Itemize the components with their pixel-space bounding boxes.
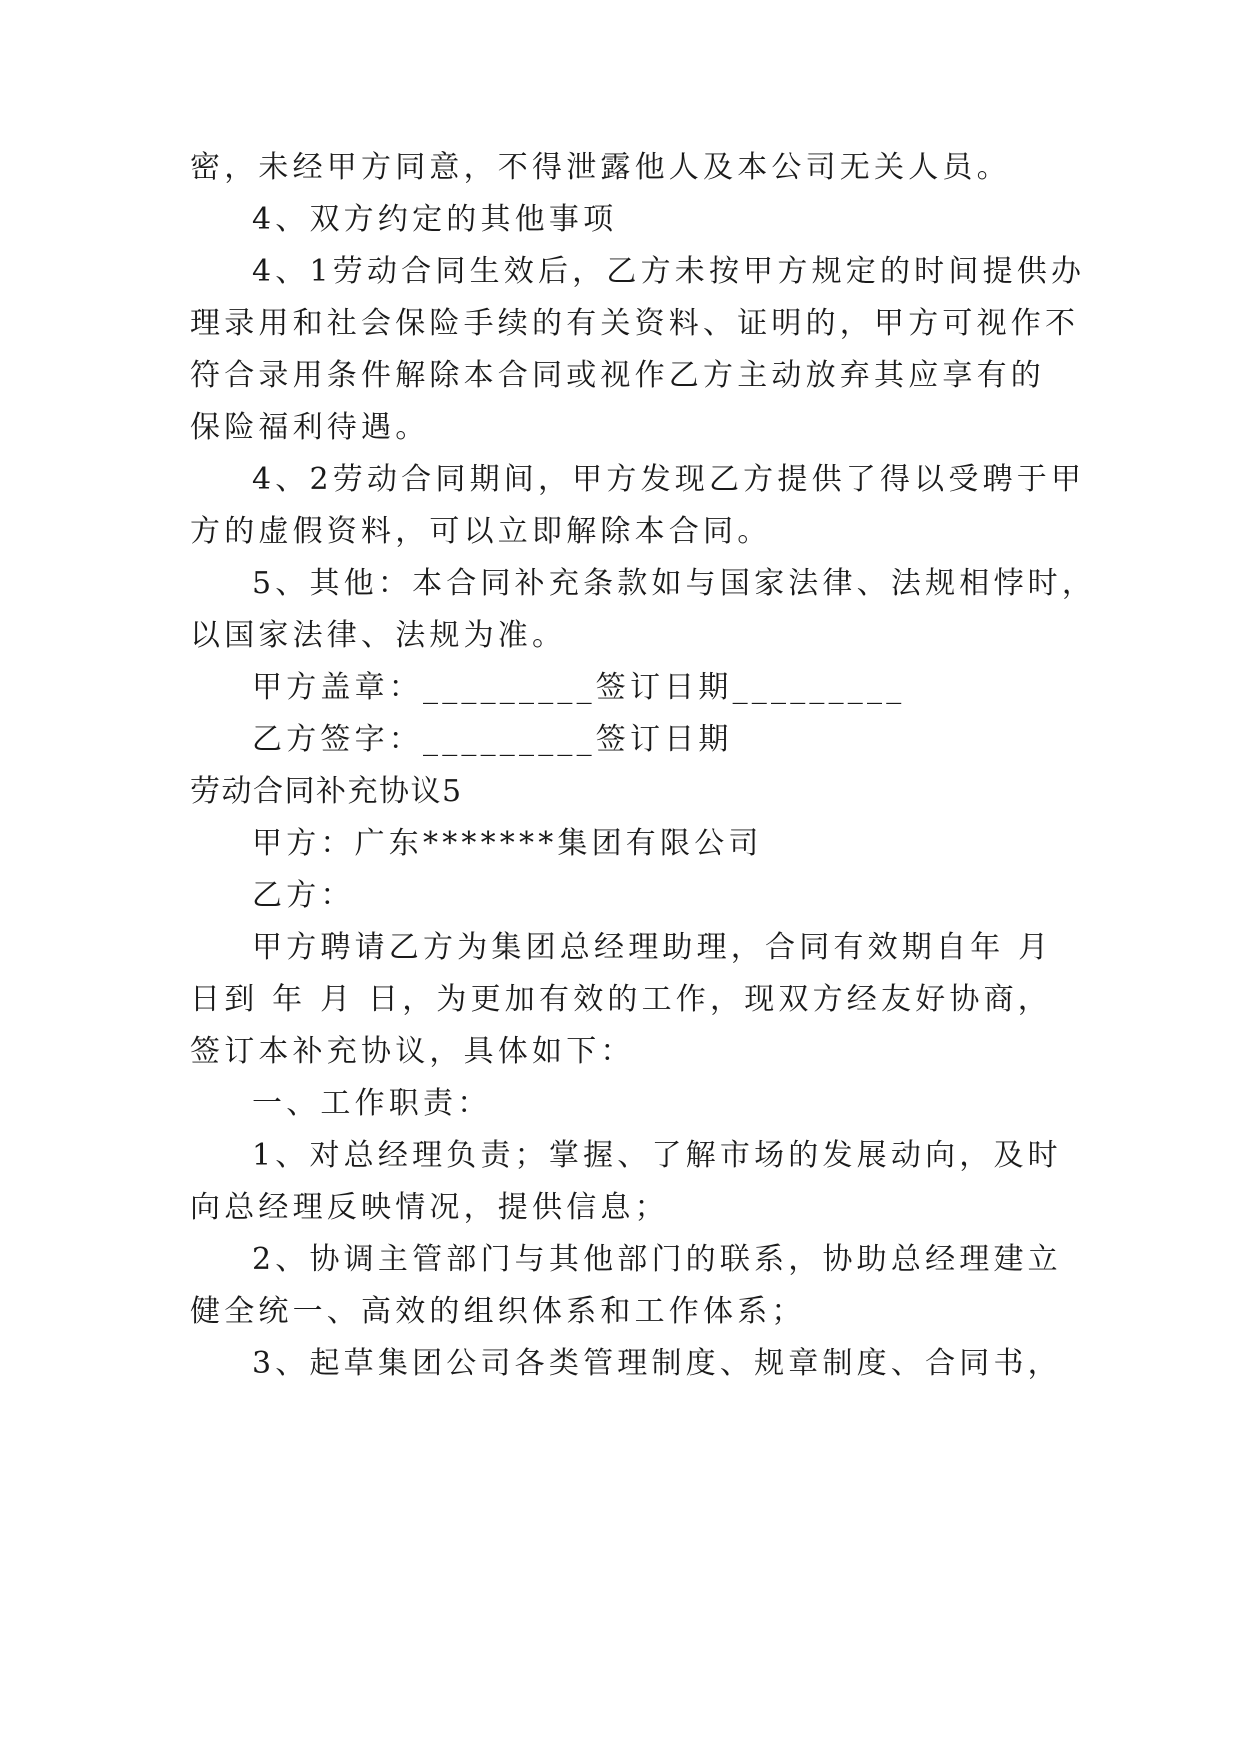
text-line: 以国家法律、法规为准。 [190,618,567,653]
section-heading: 4、双方约定的其他事项 [252,202,618,237]
text-line: 4、1劳动合同生效后，乙方未按甲方规定的时间提供办 [252,254,1086,289]
text-line: 签订本补充协议，具体如下： [190,1034,635,1069]
text-line: 1、对总经理负责；掌握、了解市场的发展动向，及时 [252,1138,1062,1173]
text-line: 3、起草集团公司各类管理制度、规章制度、合同书， [252,1346,1062,1381]
text-line: 向总经理反映情况，提供信息； [190,1190,669,1225]
text-line: 密，未经甲方同意，不得泄露他人及本公司无关人员。 [190,150,1011,185]
text-line: 日到 年 月 日，为更加有效的工作，现双方经友好协商， [190,982,1053,1017]
text-line: 保险福利待遇。 [190,410,430,445]
text-line: 2、协调主管部门与其他部门的联系，协助总经理建立 [252,1242,1062,1277]
party-b-signature-line: 乙方签字：_________签订日期 [252,722,733,757]
text-line: 4、2劳动合同期间，甲方发现乙方提供了得以受聘于甲 [252,462,1086,497]
text-line: 理录用和社会保险手续的有关资料、证明的，甲方可视作不 [190,306,1080,341]
section-heading: 一、工作职责： [252,1086,492,1121]
text-line: 符合录用条件解除本合同或视作乙方主动放弃其应享有的 [190,358,1045,393]
text-line: 方的虚假资料，可以立即解除本合同。 [190,514,772,549]
party-b-line: 乙方： [252,878,355,913]
text-line: 5、其他：本合同补充条款如与国家法律、法规相悖时， [252,566,1097,601]
text-line: 甲方聘请乙方为集团总经理助理，合同有效期自年 月 [252,930,1053,965]
agreement-title: 劳动合同补充协议5 [190,774,463,809]
text-line: 健全统一、高效的组织体系和工作体系； [190,1294,806,1329]
party-a-line: 甲方：广东*******集团有限公司 [252,826,763,861]
party-a-signature-line: 甲方盖章：_________签订日期_________ [252,670,906,705]
